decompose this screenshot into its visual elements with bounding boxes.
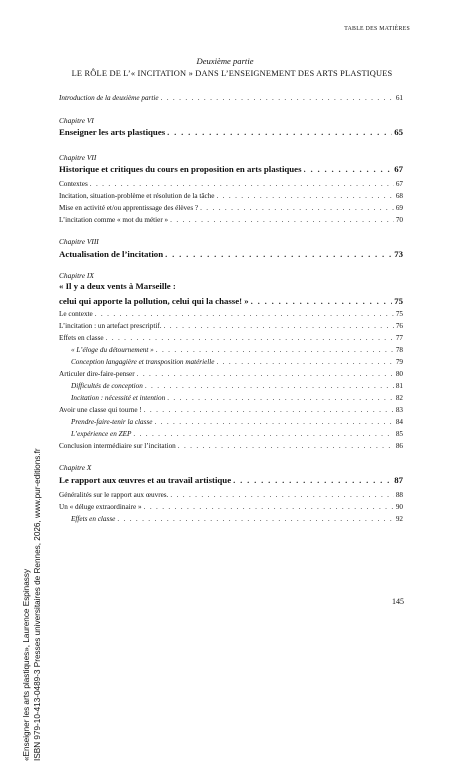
toc-entry-page: 90 [395,503,403,511]
toc-entry[interactable] [59,405,403,415]
toc-entry[interactable] [59,179,403,189]
running-head: TABLE DES MATIÈRES [344,26,410,32]
toc-entry-page: 82 [395,394,403,402]
toc-subentry[interactable] [71,417,403,427]
toc-entry-page: 86 [395,442,403,450]
toc-entry-label: Un « déluge extraordinaire » [59,503,142,511]
chapter-title: Historique et critiques du cours en proposition en arts plastiques [59,164,302,174]
dot-leader [156,345,394,355]
dot-leader [304,163,393,175]
toc-entry-label: Effets en classe [71,515,116,523]
toc-entry-label: L’incitation comme « mot du métier » [59,216,169,224]
toc-entry[interactable] [59,203,403,213]
toc-entry-label: Avoir une classe qui tourne ! [59,406,142,414]
toc-entry-page: 80 [395,370,403,378]
dot-leader [216,357,393,367]
dot-leader [106,333,394,343]
chapter-title: Actualisation de l’incitation [59,249,164,259]
toc-entry-label: Difficultés de conception [71,382,143,390]
toc-entry-page: 67 [395,180,403,188]
toc-entry-label: Prendre-faire-tenir la classe [71,418,153,426]
dot-leader [145,381,394,391]
part-label: Deuxième partie [196,56,254,66]
toc-entry-page: 75 [395,310,403,318]
toc-entry[interactable] [59,441,403,451]
toc-entry-label: Introduction de la deuxième partie [59,94,159,102]
toc-entry-page: 88 [395,491,403,499]
dot-leader [164,321,394,331]
dot-leader [133,429,393,439]
toc-entry-intro[interactable] [59,93,403,103]
dot-leader [167,126,392,138]
toc-entry-label: Conclusion intermédiaire sur l’incitation [59,442,176,450]
toc-entry[interactable] [59,369,403,379]
toc-entry-page: 92 [395,515,403,523]
toc-entry-page: 81 [395,382,403,390]
dot-leader [90,179,394,189]
chapter-label: Chapitre IX [59,271,94,280]
toc-entry-page: 68 [395,192,403,200]
toc-entry-page: 79 [395,358,403,366]
toc-entry-label: Généralités sur le rapport aux œuvres. [59,491,169,499]
toc-entry-label: Articuler dire-faire-penser [59,370,135,378]
toc-entry-label: « L’éloge du détournement » [71,346,154,354]
chapter-label: Chapitre VII [59,153,97,162]
toc-subentry[interactable] [71,429,403,439]
toc-entry[interactable] [59,490,403,500]
chapter-title-row[interactable] [59,163,403,175]
toc-entry-page: 65 [394,127,403,137]
chapter-title-row[interactable] [59,295,403,307]
toc-entry-page: 84 [395,418,403,426]
toc-entry[interactable] [59,309,403,319]
toc-entry[interactable] [59,215,403,225]
dot-leader [165,248,392,260]
dot-leader [170,490,393,500]
toc-entry-page: 75 [394,296,403,306]
dot-leader [251,295,393,307]
dot-leader [144,405,394,415]
side-note-line1: «Enseigner les arts plastiques», Laurence Espinassy [22,568,31,761]
page-number: 145 [392,597,404,606]
dot-leader [170,215,394,225]
toc-entry-label: L’incitation : un artefact prescriptif. [59,322,162,330]
chapter-title-row[interactable] [59,126,403,138]
toc-subentry[interactable] [71,345,403,355]
chapter-title-row[interactable] [59,474,403,486]
dot-leader [200,203,394,213]
dot-leader [178,441,394,451]
toc-entry[interactable] [59,502,403,512]
dot-leader [117,514,394,524]
toc-entry-label: Conception langagière et transposition matérielle [71,358,215,366]
chapter-title-line1: « Il y a deux vents à Marseille : [59,281,176,291]
toc-entry-page: 61 [395,94,403,102]
toc-subentry[interactable] [71,393,403,403]
dot-leader [95,309,394,319]
toc-subentry[interactable] [71,381,403,391]
toc-entry-label: Le contexte [59,310,93,318]
toc-entry-page: 77 [395,334,403,342]
toc-entry-label: L’expérience en ZEP [71,430,132,438]
toc-subentry[interactable] [71,514,403,524]
toc-entry-page: 83 [395,406,403,414]
chapter-label: Chapitre VI [59,116,94,125]
toc-entry[interactable] [59,321,403,331]
part-title: LE RÔLE DE L’« INCITATION » DANS L’ENSEIGNEMENT DES ARTS PLASTIQUES [71,69,393,78]
toc-entry-page: 69 [395,204,403,212]
toc-subentry[interactable] [71,357,403,367]
chapter-title: celui qui apporte la pollution, celui qui la chasse! » [59,296,249,306]
dot-leader [154,417,393,427]
toc-entry-page: 85 [395,430,403,438]
chapter-label: Chapitre VIII [59,237,99,246]
toc-entry-label: Contextes [59,180,88,188]
dot-leader [216,191,393,201]
toc-entry-page: 76 [395,322,403,330]
dot-leader [161,93,394,103]
toc-entry-page: 67 [394,164,403,174]
toc-entry-label: Effets en classe [59,334,104,342]
chapter-title: Le rapport aux œuvres et au travail artistique [59,475,232,485]
toc-entry[interactable] [59,333,403,343]
toc-entry-page: 87 [394,475,403,485]
toc-entry-page: 70 [395,216,403,224]
toc-entry-page: 73 [394,249,403,259]
toc-entry-label: Mise en activité et/ou apprentissage des élèves ? [59,204,199,212]
side-copyright-note [21,141,43,761]
dot-leader [137,369,394,379]
toc-entry-label: Incitation : nécessité et intention [71,394,166,402]
chapter-title-row[interactable] [59,248,403,260]
dot-leader [144,502,394,512]
toc-entry-page: 78 [395,346,403,354]
dot-leader [233,474,392,486]
toc-entry-label: Incitation, situation-problème et résolution de la tâche [59,192,215,200]
chapter-label: Chapitre X [59,463,92,472]
dot-leader [167,393,394,403]
side-note-line2: ISBN 979-10-413-0489-3 Presses universitaires de Rennes, 2026, www.pur-editions.fr [33,448,42,761]
chapter-title: Enseigner les arts plastiques [59,127,166,137]
toc-entry[interactable] [59,191,403,201]
